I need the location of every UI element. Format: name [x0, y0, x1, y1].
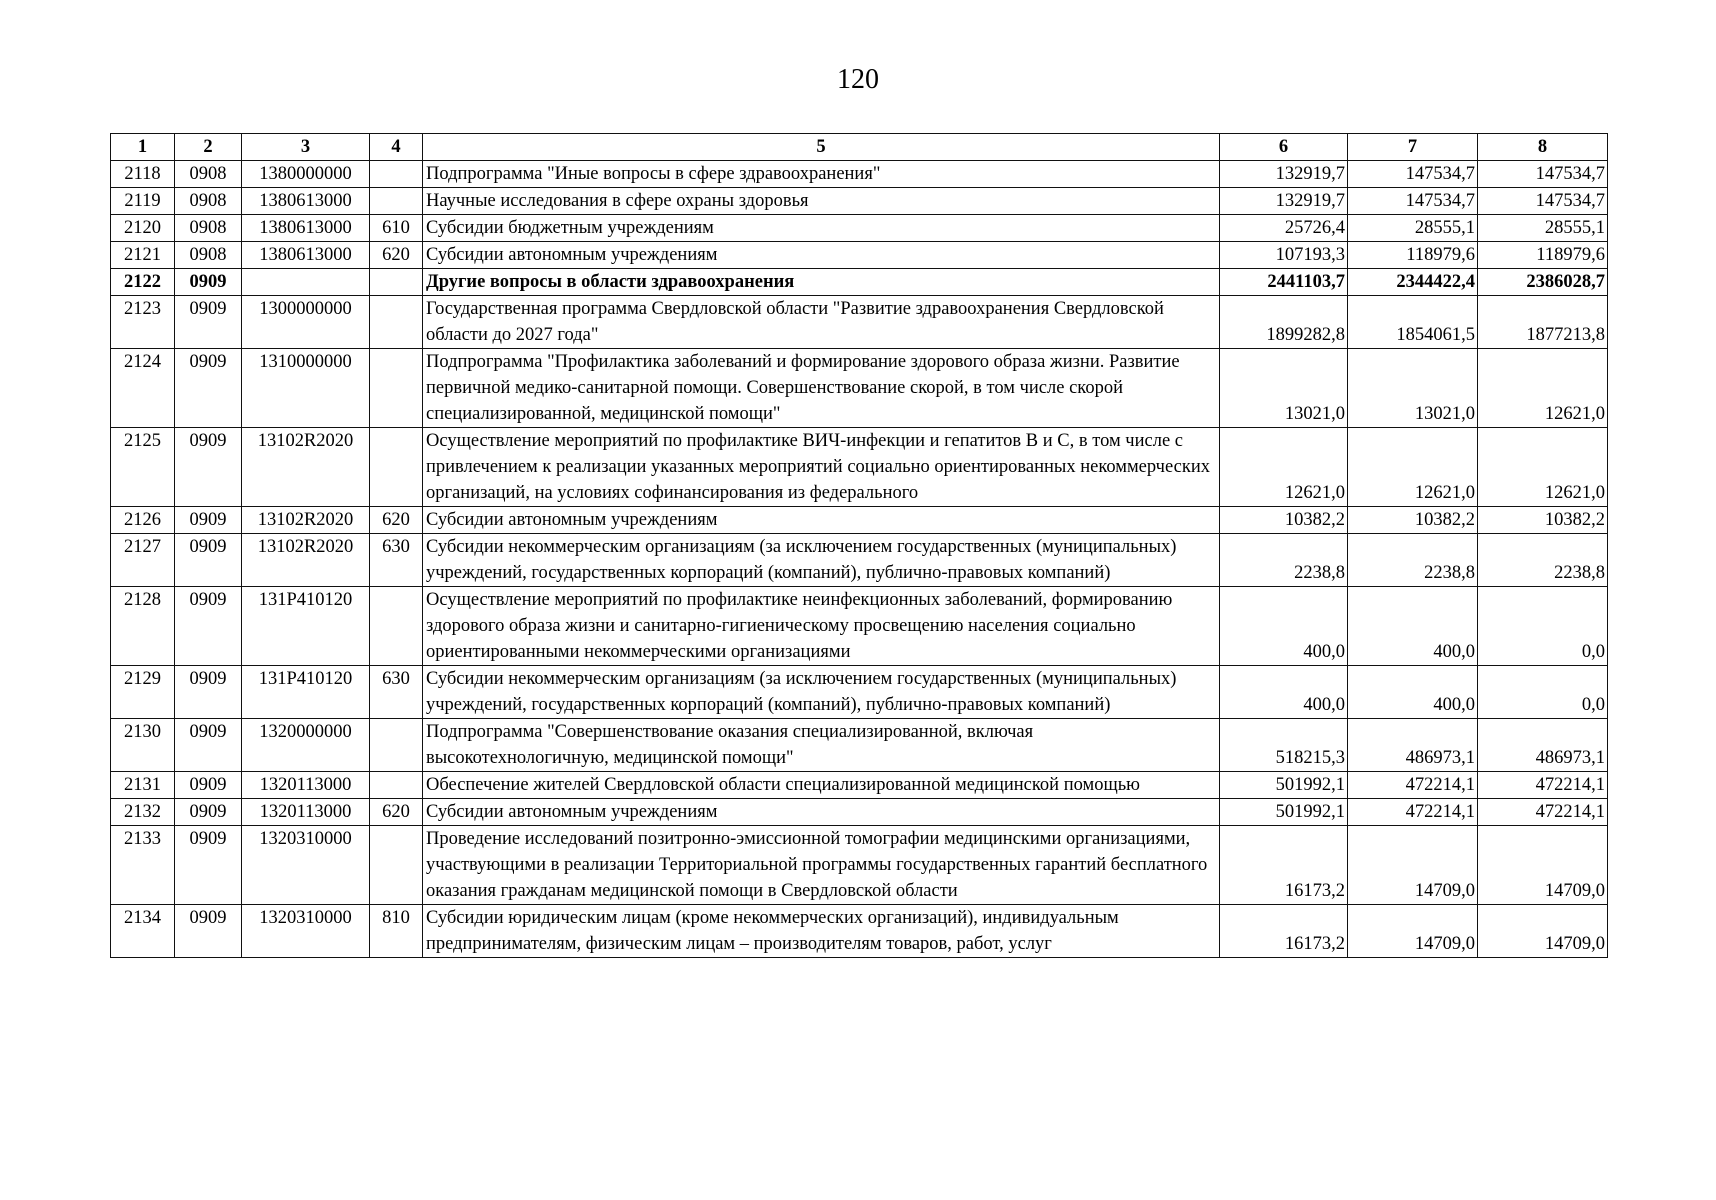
item-name-cell: Подпрограмма "Иные вопросы в сфере здравоохранения"	[423, 161, 1220, 188]
expense-type-cell: 630	[370, 534, 423, 587]
amount-col-7-cell: 400,0	[1348, 666, 1478, 719]
section-code-cell: 0909	[175, 534, 242, 587]
section-code-cell: 0909	[175, 772, 242, 799]
budget-table	[110, 133, 1608, 958]
amount-col-8-cell: 2386028,7	[1478, 269, 1608, 296]
amount-col-8-cell: 12621,0	[1478, 349, 1608, 428]
expense-type-cell: 630	[370, 666, 423, 719]
amount-col-7-cell: 147534,7	[1348, 161, 1478, 188]
header-col-7: 7	[1348, 134, 1478, 161]
item-name-cell: Субсидии юридическим лицам (кроме некоммерческих организаций), индивидуальным предпринимателям, физическим лицам – производителям товаров, работ, услуг	[423, 905, 1220, 958]
target-code-cell: 13102R2020	[242, 428, 370, 507]
row-number-cell: 2133	[111, 826, 175, 905]
item-name-cell: Другие вопросы в области здравоохранения	[423, 269, 1220, 296]
amount-col-8-cell: 14709,0	[1478, 905, 1608, 958]
target-code-cell: 131P410120	[242, 666, 370, 719]
table-row	[111, 772, 1608, 799]
amount-col-7-cell: 486973,1	[1348, 719, 1478, 772]
header-col-1: 1	[111, 134, 175, 161]
expense-type-cell	[370, 826, 423, 905]
amount-col-6-cell: 107193,3	[1220, 242, 1348, 269]
target-code-cell: 1320113000	[242, 799, 370, 826]
section-code-cell: 0909	[175, 826, 242, 905]
target-code-cell: 1320113000	[242, 772, 370, 799]
amount-col-8-cell: 2238,8	[1478, 534, 1608, 587]
row-number-cell: 2131	[111, 772, 175, 799]
amount-col-6-cell: 16173,2	[1220, 905, 1348, 958]
amount-col-7-cell: 2344422,4	[1348, 269, 1478, 296]
amount-col-8-cell: 147534,7	[1478, 188, 1608, 215]
table-row	[111, 242, 1608, 269]
row-number-cell: 2118	[111, 161, 175, 188]
section-code-cell: 0909	[175, 349, 242, 428]
amount-col-6-cell: 132919,7	[1220, 161, 1348, 188]
table-row	[111, 161, 1608, 188]
expense-type-cell: 610	[370, 215, 423, 242]
amount-col-8-cell: 10382,2	[1478, 507, 1608, 534]
expense-type-cell: 620	[370, 507, 423, 534]
amount-col-8-cell: 472214,1	[1478, 799, 1608, 826]
item-name-cell: Подпрограмма "Профилактика заболеваний и формирование здорового образа жизни. Развитие первичной медико-санитарной помощи. Совершенствование скорой, в том числе скорой специализированной, медицинской помощи"	[423, 349, 1220, 428]
amount-col-6-cell: 518215,3	[1220, 719, 1348, 772]
row-number-cell: 2120	[111, 215, 175, 242]
amount-col-7-cell: 118979,6	[1348, 242, 1478, 269]
expense-type-cell: 810	[370, 905, 423, 958]
amount-col-7-cell: 28555,1	[1348, 215, 1478, 242]
row-number-cell: 2128	[111, 587, 175, 666]
amount-col-6-cell: 2441103,7	[1220, 269, 1348, 296]
amount-col-7-cell: 14709,0	[1348, 826, 1478, 905]
table-row	[111, 188, 1608, 215]
row-number-cell: 2125	[111, 428, 175, 507]
expense-type-cell	[370, 719, 423, 772]
section-code-cell: 0909	[175, 507, 242, 534]
row-number-cell: 2119	[111, 188, 175, 215]
section-code-cell: 0909	[175, 296, 242, 349]
table-row	[111, 719, 1608, 772]
amount-col-6-cell: 132919,7	[1220, 188, 1348, 215]
item-name-cell: Субсидии автономным учреждениям	[423, 242, 1220, 269]
amount-col-7-cell: 472214,1	[1348, 772, 1478, 799]
amount-col-8-cell: 118979,6	[1478, 242, 1608, 269]
section-code-cell: 0908	[175, 242, 242, 269]
section-code-cell: 0909	[175, 719, 242, 772]
section-code-cell: 0908	[175, 215, 242, 242]
amount-col-8-cell: 0,0	[1478, 587, 1608, 666]
table-row	[111, 269, 1608, 296]
amount-col-7-cell: 472214,1	[1348, 799, 1478, 826]
item-name-cell: Субсидии некоммерческим организациям (за исключением государственных (муниципальных) учреждений, государственных корпораций (компаний), публично-правовых компаний)	[423, 666, 1220, 719]
row-number-cell: 2127	[111, 534, 175, 587]
expense-type-cell	[370, 587, 423, 666]
expense-type-cell	[370, 349, 423, 428]
amount-col-7-cell: 1854061,5	[1348, 296, 1478, 349]
amount-col-7-cell: 147534,7	[1348, 188, 1478, 215]
table-row	[111, 905, 1608, 958]
header-col-4: 4	[370, 134, 423, 161]
amount-col-7-cell: 12621,0	[1348, 428, 1478, 507]
amount-col-8-cell: 472214,1	[1478, 772, 1608, 799]
table-row	[111, 507, 1608, 534]
item-name-cell: Подпрограмма "Совершенствование оказания специализированной, включая высокотехнологичную, медицинской помощи"	[423, 719, 1220, 772]
table-row	[111, 349, 1608, 428]
expense-type-cell	[370, 188, 423, 215]
target-code-cell: 13102R2020	[242, 534, 370, 587]
amount-col-7-cell: 13021,0	[1348, 349, 1478, 428]
item-name-cell: Субсидии некоммерческим организациям (за исключением государственных (муниципальных) учреждений, государственных корпораций (компаний), публично-правовых компаний)	[423, 534, 1220, 587]
section-code-cell: 0908	[175, 188, 242, 215]
expense-type-cell	[370, 772, 423, 799]
target-code-cell: 1380613000	[242, 242, 370, 269]
expense-type-cell	[370, 161, 423, 188]
amount-col-6-cell: 10382,2	[1220, 507, 1348, 534]
target-code-cell: 1380613000	[242, 215, 370, 242]
amount-col-8-cell: 1877213,8	[1478, 296, 1608, 349]
section-code-cell: 0909	[175, 269, 242, 296]
amount-col-6-cell: 501992,1	[1220, 799, 1348, 826]
row-number-cell: 2129	[111, 666, 175, 719]
amount-col-6-cell: 25726,4	[1220, 215, 1348, 242]
section-code-cell: 0909	[175, 799, 242, 826]
expense-type-cell	[370, 269, 423, 296]
amount-col-8-cell: 0,0	[1478, 666, 1608, 719]
item-name-cell: Субсидии бюджетным учреждениям	[423, 215, 1220, 242]
expense-type-cell	[370, 296, 423, 349]
header-col-3: 3	[242, 134, 370, 161]
header-col-8: 8	[1478, 134, 1608, 161]
item-name-cell: Субсидии автономным учреждениям	[423, 799, 1220, 826]
row-number-cell: 2134	[111, 905, 175, 958]
target-code-cell: 1380613000	[242, 188, 370, 215]
table-body	[111, 161, 1608, 958]
item-name-cell: Научные исследования в сфере охраны здоровья	[423, 188, 1220, 215]
target-code-cell: 1320000000	[242, 719, 370, 772]
amount-col-6-cell: 400,0	[1220, 666, 1348, 719]
item-name-cell: Осуществление мероприятий по профилактике неинфекционных заболеваний, формированию здорового образа жизни и санитарно-гигиеническому просвещению населения социально ориентированными некоммерческими организациями	[423, 587, 1220, 666]
expense-type-cell	[370, 428, 423, 507]
item-name-cell: Обеспечение жителей Свердловской области специализированной медицинской помощью	[423, 772, 1220, 799]
amount-col-7-cell: 14709,0	[1348, 905, 1478, 958]
section-code-cell: 0909	[175, 905, 242, 958]
target-code-cell: 1320310000	[242, 826, 370, 905]
target-code-cell: 1300000000	[242, 296, 370, 349]
row-number-cell: 2130	[111, 719, 175, 772]
row-number-cell: 2126	[111, 507, 175, 534]
row-number-cell: 2124	[111, 349, 175, 428]
amount-col-7-cell: 400,0	[1348, 587, 1478, 666]
section-code-cell: 0909	[175, 587, 242, 666]
amount-col-6-cell: 16173,2	[1220, 826, 1348, 905]
amount-col-8-cell: 28555,1	[1478, 215, 1608, 242]
item-name-cell: Проведение исследований позитронно-эмиссионной томографии медицинскими организациями, участвующими в реализации Территориальной программы государственных гарантий бесплатного оказания гражданам медицинской помощи в Свердловской области	[423, 826, 1220, 905]
amount-col-7-cell: 10382,2	[1348, 507, 1478, 534]
row-number-cell: 2121	[111, 242, 175, 269]
amount-col-6-cell: 501992,1	[1220, 772, 1348, 799]
amount-col-8-cell: 12621,0	[1478, 428, 1608, 507]
expense-type-cell: 620	[370, 242, 423, 269]
table-row	[111, 666, 1608, 719]
amount-col-6-cell: 1899282,8	[1220, 296, 1348, 349]
target-code-cell: 1310000000	[242, 349, 370, 428]
page-number: 120	[837, 64, 879, 95]
table-row	[111, 587, 1608, 666]
header-col-2: 2	[175, 134, 242, 161]
header-col-5: 5	[423, 134, 1220, 161]
target-code-cell: 1380000000	[242, 161, 370, 188]
table-row	[111, 826, 1608, 905]
item-name-cell: Субсидии автономным учреждениям	[423, 507, 1220, 534]
row-number-cell: 2123	[111, 296, 175, 349]
table-row	[111, 215, 1608, 242]
section-code-cell: 0909	[175, 666, 242, 719]
amount-col-6-cell: 12621,0	[1220, 428, 1348, 507]
table-row	[111, 799, 1608, 826]
header-col-6: 6	[1220, 134, 1348, 161]
table-row	[111, 296, 1608, 349]
section-code-cell: 0908	[175, 161, 242, 188]
target-code-cell	[242, 269, 370, 296]
amount-col-8-cell: 147534,7	[1478, 161, 1608, 188]
target-code-cell: 131P410120	[242, 587, 370, 666]
item-name-cell: Осуществление мероприятий по профилактике ВИЧ-инфекции и гепатитов В и С, в том числе с привлечением к реализации указанных мероприятий социально ориентированных некоммерческих организаций, на условиях софинансирования из федерального	[423, 428, 1220, 507]
section-code-cell: 0909	[175, 428, 242, 507]
table-row	[111, 534, 1608, 587]
target-code-cell: 1320310000	[242, 905, 370, 958]
table-row	[111, 428, 1608, 507]
amount-col-8-cell: 14709,0	[1478, 826, 1608, 905]
item-name-cell: Государственная программа Свердловской области "Развитие здравоохранения Свердловской области до 2027 года"	[423, 296, 1220, 349]
amount-col-8-cell: 486973,1	[1478, 719, 1608, 772]
amount-col-6-cell: 2238,8	[1220, 534, 1348, 587]
table-header-row	[111, 134, 1608, 161]
amount-col-6-cell: 13021,0	[1220, 349, 1348, 428]
row-number-cell: 2122	[111, 269, 175, 296]
target-code-cell: 13102R2020	[242, 507, 370, 534]
row-number-cell: 2132	[111, 799, 175, 826]
expense-type-cell: 620	[370, 799, 423, 826]
amount-col-7-cell: 2238,8	[1348, 534, 1478, 587]
amount-col-6-cell: 400,0	[1220, 587, 1348, 666]
